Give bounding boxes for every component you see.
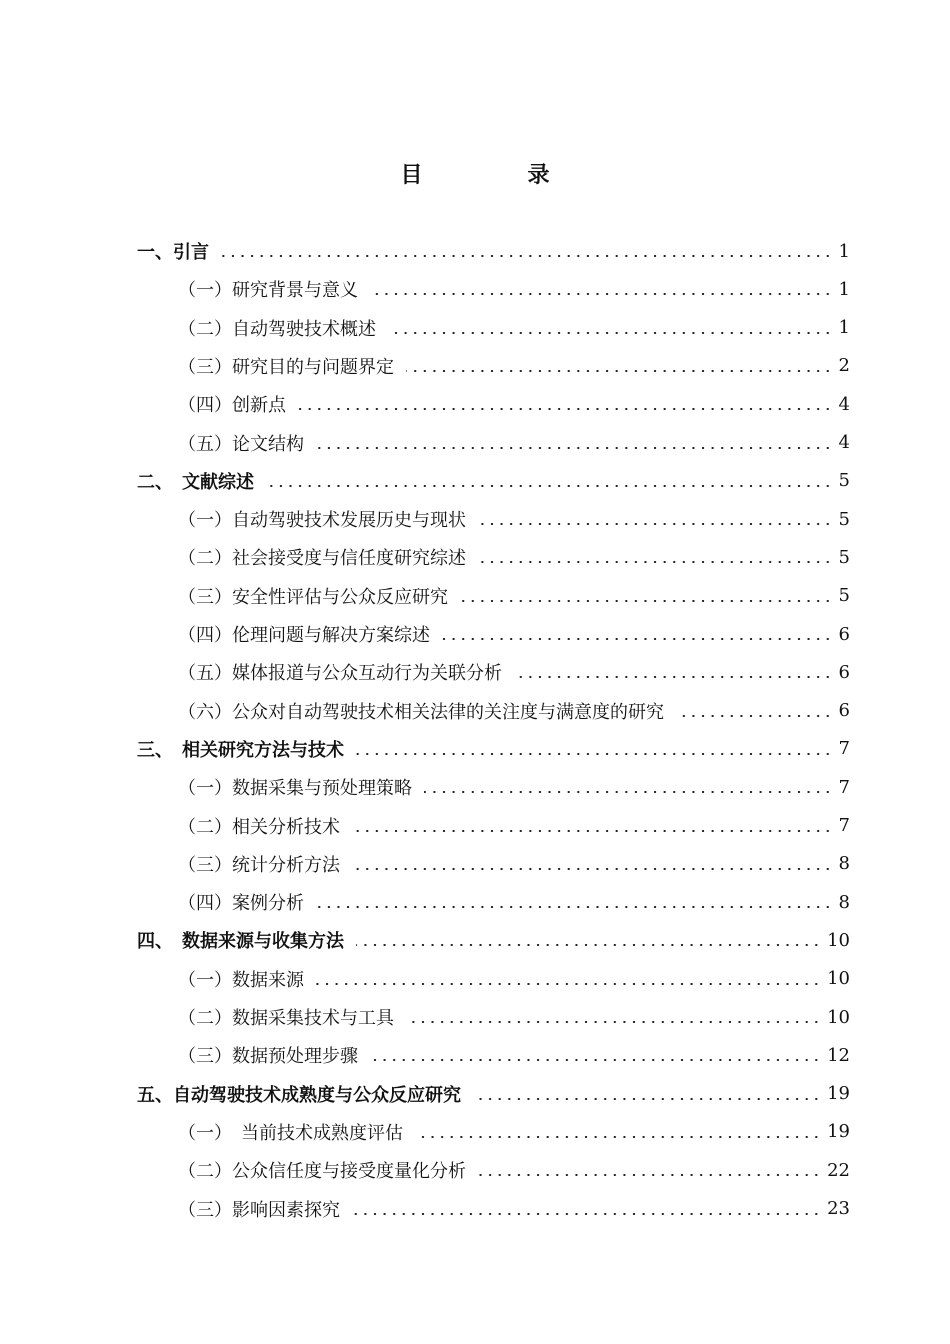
toc-page-number: 6 [838, 700, 850, 722]
toc-section-entry[interactable] [178, 615, 850, 653]
toc-dot-leader [356, 944, 821, 946]
toc-section-entry[interactable] [178, 1190, 850, 1228]
toc-page-number: 7 [838, 738, 850, 760]
toc-dot-leader [478, 523, 833, 525]
toc-section-entry[interactable] [178, 807, 850, 845]
toc-entry-label: （三）统计分析方法 [178, 854, 340, 876]
toc-entry-label: （六）公众对自动驾驶技术相关法律的关注度与满意度的研究 [178, 701, 664, 723]
toc-dot-leader [460, 600, 833, 602]
toc-title-char-1: 目 [400, 162, 423, 188]
toc-page-number: 19 [827, 1083, 850, 1105]
toc-section-entry[interactable] [178, 883, 850, 921]
toc-page-number: 8 [838, 891, 850, 913]
toc-page-number: 6 [838, 623, 850, 645]
toc-dot-leader [370, 293, 833, 295]
toc-section-entry[interactable] [178, 347, 850, 385]
toc-dot-leader [352, 1213, 821, 1215]
toc-entry-label: 一、引言 [137, 242, 209, 263]
toc-section-entry[interactable] [178, 998, 850, 1036]
toc-page-number: 7 [838, 776, 850, 798]
toc-entry-label: （二）数据采集技术与工具 [178, 1008, 394, 1029]
toc-chapter-entry[interactable] [137, 232, 850, 270]
toc-entry-label: （二）自动驾驶技术概述 [178, 318, 376, 340]
toc-section-entry[interactable] [178, 424, 850, 462]
toc-entry-label: 五、自动驾驶技术成熟度与公众反应研究 [137, 1084, 461, 1106]
toc-dot-leader [388, 332, 833, 334]
toc-dot-leader [316, 906, 833, 908]
toc-entry-label: （一）数据采集与预处理策略 [178, 778, 412, 800]
toc-entry-label: （五）论文结构 [178, 433, 304, 455]
toc-page-number: 4 [838, 393, 850, 415]
toc-chapter-entry[interactable] [137, 921, 850, 959]
toc-section-entry[interactable] [178, 1113, 850, 1151]
toc-dot-leader [415, 1136, 821, 1138]
toc-dot-leader [298, 408, 833, 410]
toc-section-entry[interactable] [178, 960, 850, 998]
toc-page-number: 4 [838, 432, 850, 453]
toc-page-number: 2 [838, 355, 850, 377]
toc-entry-label: （二）相关分析技术 [178, 816, 340, 838]
toc-entry-label: （三）影响因素探究 [178, 1199, 340, 1221]
toc-entry-label: （三）安全性评估与公众反应研究 [178, 586, 448, 608]
toc-page-number: 5 [838, 470, 850, 492]
toc-entry-label: （四）案例分析 [178, 893, 304, 915]
toc-entry-label: 二、 文献综述 [137, 471, 254, 493]
toc-dot-leader [356, 753, 833, 755]
toc-entry-label: （一）自动驾驶技术发展历史与现状 [178, 510, 466, 532]
toc-dot-leader [266, 485, 833, 487]
toc-page-number: 10 [827, 929, 850, 951]
toc-dot-leader [478, 1174, 821, 1176]
toc-page-number: 10 [827, 1006, 850, 1028]
toc-page-number: 19 [827, 1121, 850, 1143]
toc-entry-label: （五）媒体报道与公众互动行为关联分析 [178, 663, 502, 685]
toc-dot-leader [352, 868, 833, 870]
toc-entry-label: （一）研究背景与意义 [178, 280, 358, 302]
toc-title-char-2: 录 [527, 162, 550, 188]
toc-dot-leader [514, 676, 833, 678]
toc-section-entry[interactable] [178, 500, 850, 538]
toc-page-number: 1 [838, 278, 850, 300]
toc-section-entry[interactable] [178, 577, 850, 615]
toc-dot-leader [473, 1098, 821, 1100]
toc-dot-leader [442, 638, 833, 640]
toc-entry-label: （一）数据来源 [178, 969, 304, 991]
toc-entry-label: （四）伦理问题与解决方案综述 [178, 625, 430, 646]
toc-entry-label: （三）研究目的与问题界定 [178, 356, 394, 378]
toc-page-number: 1 [838, 317, 850, 339]
toc-section-entry[interactable] [178, 538, 850, 576]
toc-chapter-entry[interactable] [137, 462, 850, 500]
toc-page-number: 8 [838, 853, 850, 875]
toc-section-entry[interactable] [178, 768, 850, 806]
toc-chapter-entry[interactable] [137, 730, 850, 768]
toc-dot-leader [316, 447, 833, 449]
toc-entry-label: （二）社会接受度与信任度研究综述 [178, 548, 466, 570]
toc-section-entry[interactable] [178, 385, 850, 423]
toc-chapter-entry[interactable] [137, 1075, 850, 1113]
toc-title [0, 158, 950, 188]
toc-entry-label: （三）数据预处理步骤 [178, 1046, 358, 1068]
toc-dot-leader [221, 255, 833, 257]
toc-dot-leader [316, 983, 821, 985]
toc-entry-label: 三、 相关研究方法与技术 [137, 739, 344, 761]
toc-page-number: 7 [838, 815, 850, 836]
toc-page-number: 1 [838, 240, 850, 262]
toc-section-entry[interactable] [178, 1151, 850, 1189]
toc-section-entry[interactable] [178, 309, 850, 347]
toc-page-number: 6 [838, 661, 850, 683]
toc-dot-leader [676, 715, 833, 717]
toc-dot-leader [406, 370, 833, 372]
toc-page-number: 22 [827, 1159, 850, 1181]
toc-section-entry[interactable] [178, 270, 850, 308]
toc-section-entry[interactable] [178, 1036, 850, 1074]
toc-page-number: 5 [838, 508, 850, 530]
toc-section-entry[interactable] [178, 653, 850, 691]
toc-page-number: 12 [827, 1044, 850, 1066]
toc-dot-leader [406, 1021, 821, 1023]
toc-dot-leader [478, 561, 833, 563]
toc-entry-label: （一） 当前技术成熟度评估 [178, 1122, 403, 1144]
toc-page-number: 10 [827, 968, 850, 990]
toc-section-entry[interactable] [178, 692, 850, 730]
toc-dot-leader [352, 830, 833, 832]
toc-dot-leader [424, 791, 833, 793]
toc-page-number: 5 [838, 546, 850, 568]
toc-dot-leader [370, 1059, 821, 1061]
toc-entry-label: （二）公众信任度与接受度量化分析 [178, 1161, 466, 1183]
toc-entry-label: （四）创新点 [178, 395, 286, 417]
toc-page-number: 23 [827, 1198, 850, 1219]
toc-entry-label: 四、 数据来源与收集方法 [137, 931, 344, 953]
toc-page-number: 5 [838, 585, 850, 607]
toc-section-entry[interactable] [178, 845, 850, 883]
